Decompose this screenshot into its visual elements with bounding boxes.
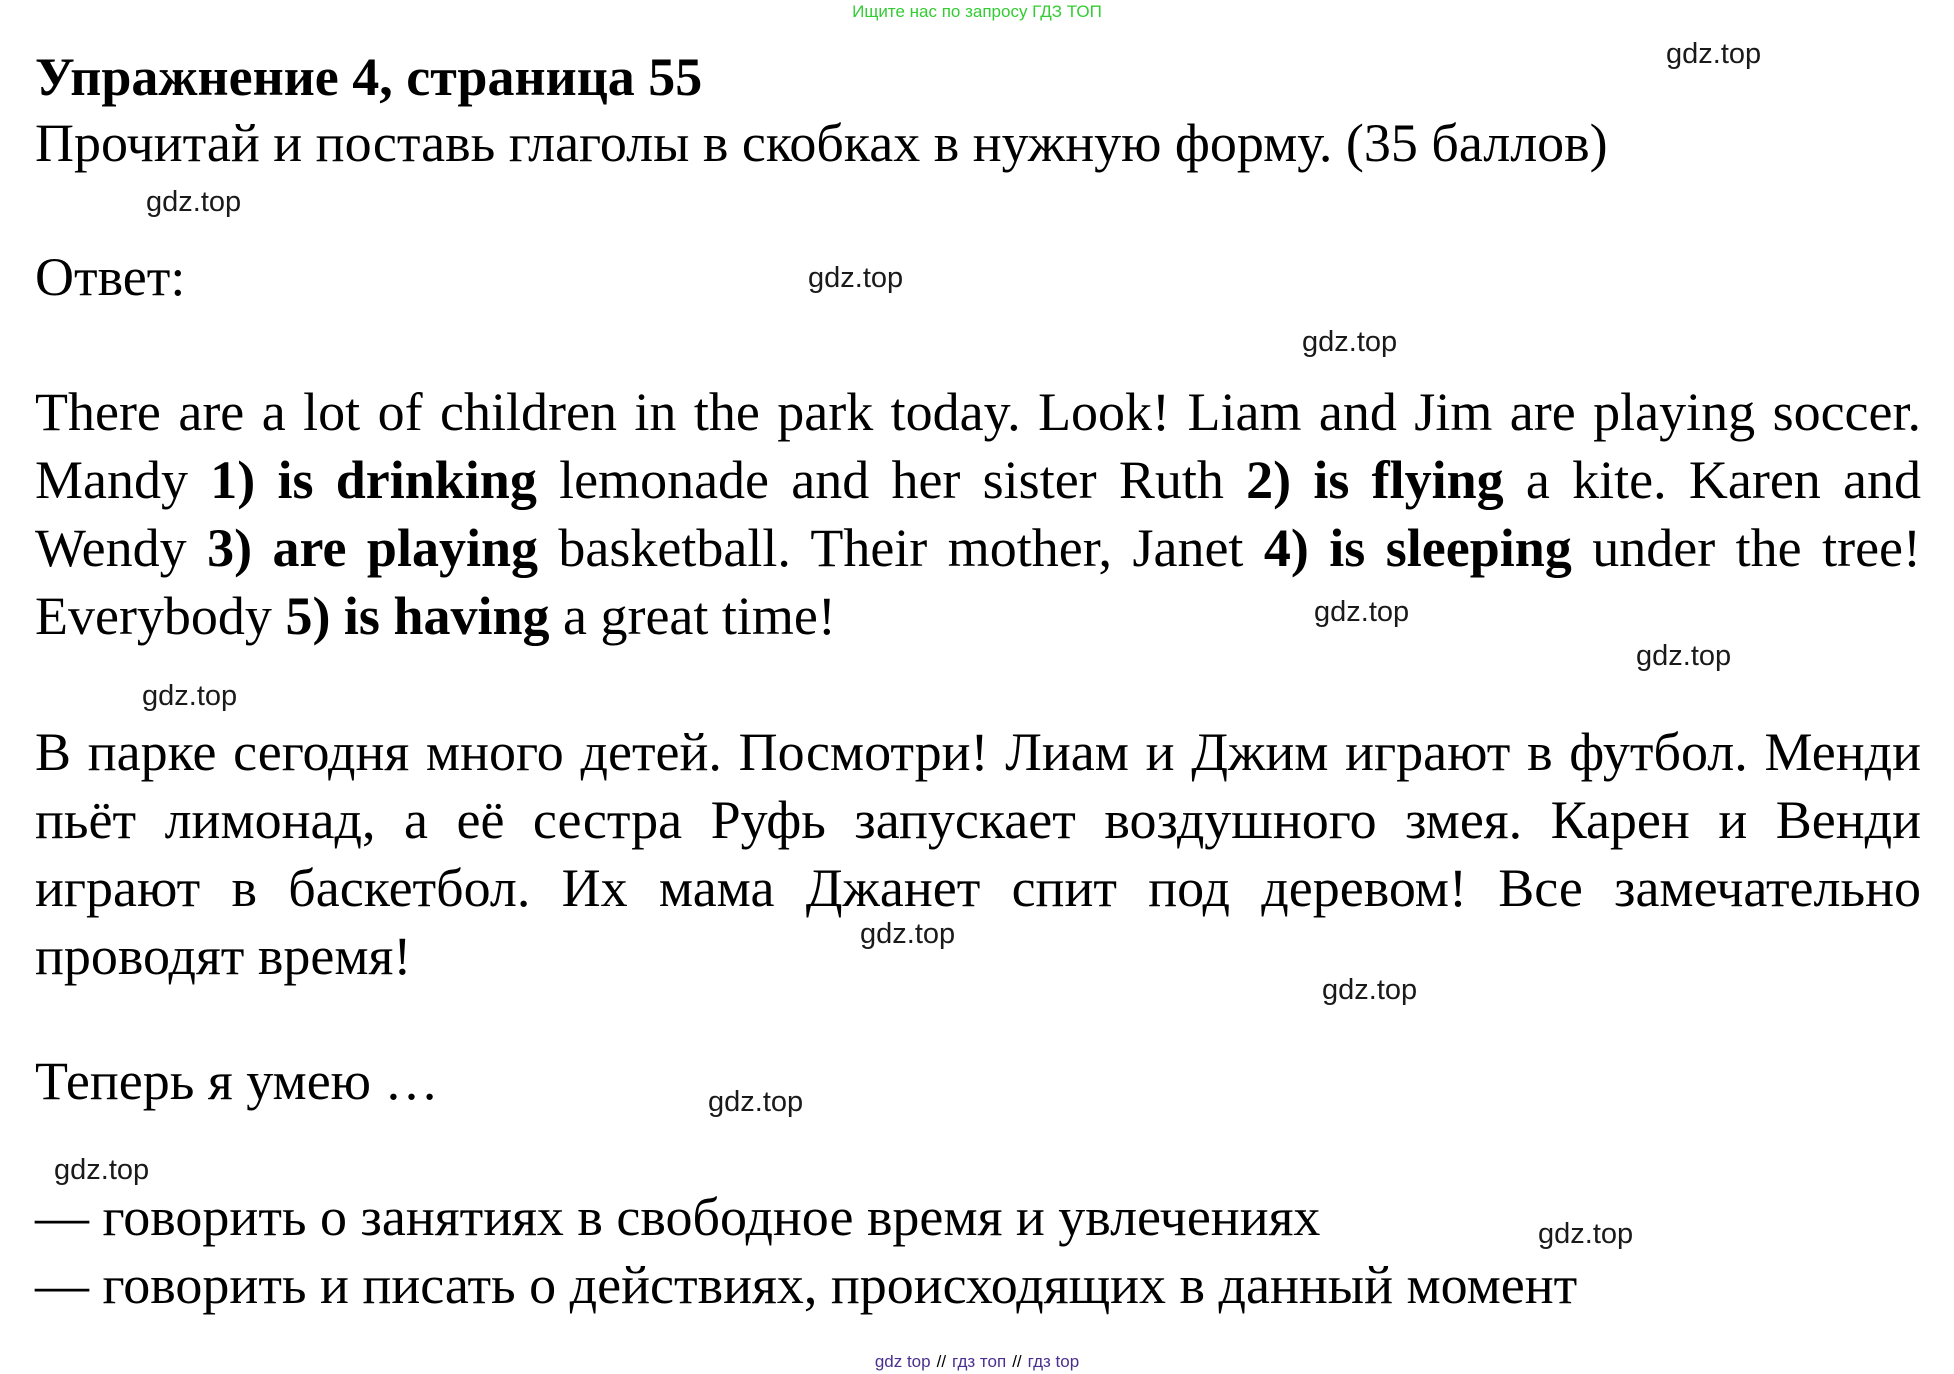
- footer-links: [0, 1352, 1954, 1372]
- watermark: gdz.top: [1538, 1218, 1634, 1250]
- footer-separator: //: [1012, 1352, 1022, 1371]
- exercise-title: Упражнение 4, страница 55: [35, 47, 703, 107]
- answer-5: 5) is having: [285, 586, 550, 646]
- text-fragment: a great time!: [549, 586, 836, 646]
- footer-link[interactable]: гдз top: [1027, 1352, 1080, 1371]
- footer-separator: //: [936, 1352, 947, 1371]
- text-fragment: basketball. Their mother, Janet: [537, 518, 1264, 578]
- watermark: gdz.top: [1636, 640, 1732, 672]
- text-fragment: under the tree! Everybody: [35, 518, 1921, 646]
- watermark: gdz.top: [1666, 38, 1762, 70]
- english-answer-text: [35, 378, 1921, 650]
- answer-3: 3) are playing: [207, 518, 538, 578]
- watermark: gdz.top: [54, 1154, 150, 1186]
- answer-4: 4) is sleeping: [1263, 518, 1572, 578]
- watermark: gdz.top: [860, 918, 956, 950]
- skill-item: — говорить о занятиях в свободное время и увлечениях: [35, 1187, 1321, 1247]
- watermark: gdz.top: [142, 680, 238, 712]
- watermark: gdz.top: [808, 262, 904, 294]
- skill-item: — говорить и писать о действиях, происходящих в данный момент: [35, 1255, 1578, 1315]
- watermark: gdz.top: [1302, 326, 1398, 358]
- answer-label: Ответ:: [35, 247, 186, 307]
- footer-link[interactable]: гдз топ: [952, 1352, 1007, 1371]
- answer-2: 2) is flying: [1246, 450, 1504, 510]
- answer-1: 1) is drinking: [210, 450, 537, 510]
- text-fragment: a kite. Karen and Wendy: [35, 450, 1921, 578]
- now-i-can-label: Теперь я умею …: [35, 1051, 439, 1111]
- watermark: gdz.top: [146, 186, 242, 218]
- russian-translation-text: В парке сегодня много детей. Посмотри! Лиам и Джим играют в футбол. Менди пьёт лимонад, а её сестра Руфь запускает воздушного змея. Карен и Венди играют в баскетбол. Их мама Джанет спит под деревом! Все замечательно проводят время!: [35, 722, 1921, 986]
- watermark: gdz.top: [1314, 596, 1410, 628]
- footer-link[interactable]: gdz top: [874, 1352, 931, 1371]
- top-banner: Ищите нас по запросу ГДЗ ТОП: [852, 2, 1102, 21]
- watermark: gdz.top: [708, 1086, 804, 1118]
- text-fragment: There are a lot of children in the park today. Look! Liam and Jim are playing soccer. Mandy: [35, 382, 1921, 510]
- text-fragment: lemonade and her sister Ruth: [536, 450, 1247, 510]
- exercise-task: Прочитай и поставь глаголы в скобках в нужную форму. (35 баллов): [35, 113, 1608, 173]
- watermark: gdz.top: [1322, 974, 1418, 1006]
